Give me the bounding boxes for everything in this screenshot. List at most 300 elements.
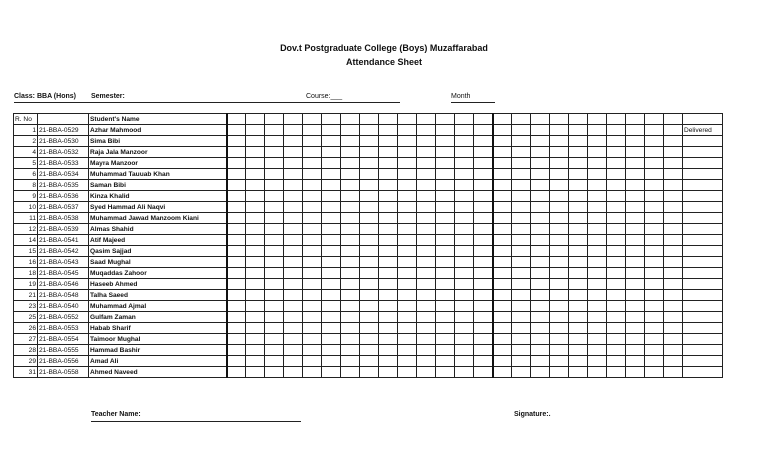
attendance-cell[interactable] xyxy=(531,147,550,158)
attendance-cell[interactable] xyxy=(227,367,246,378)
attendance-cell[interactable] xyxy=(379,224,398,235)
attendance-cell[interactable] xyxy=(569,125,588,136)
attendance-cell[interactable] xyxy=(493,180,512,191)
attendance-cell[interactable] xyxy=(550,246,569,257)
attendance-cell[interactable] xyxy=(512,290,531,301)
attendance-cell[interactable] xyxy=(341,323,360,334)
attendance-cell[interactable] xyxy=(322,334,341,345)
attendance-cell[interactable] xyxy=(265,180,284,191)
attendance-cell[interactable] xyxy=(284,279,303,290)
attendance-cell[interactable] xyxy=(455,136,474,147)
attendance-cell[interactable] xyxy=(455,334,474,345)
attendance-cell[interactable] xyxy=(265,323,284,334)
attendance-cell[interactable] xyxy=(265,356,284,367)
attendance-cell[interactable] xyxy=(531,125,550,136)
attendance-cell[interactable] xyxy=(265,202,284,213)
attendance-cell[interactable] xyxy=(436,191,455,202)
attendance-cell[interactable] xyxy=(474,301,493,312)
attendance-cell[interactable] xyxy=(645,279,664,290)
attendance-cell[interactable] xyxy=(303,367,322,378)
attendance-cell[interactable] xyxy=(626,246,645,257)
attendance-cell[interactable] xyxy=(265,213,284,224)
attendance-cell[interactable] xyxy=(227,257,246,268)
attendance-cell[interactable] xyxy=(512,257,531,268)
attendance-cell[interactable] xyxy=(607,290,626,301)
attendance-cell[interactable] xyxy=(417,136,436,147)
attendance-cell[interactable] xyxy=(341,356,360,367)
attendance-cell[interactable] xyxy=(379,301,398,312)
attendance-cell[interactable] xyxy=(664,246,683,257)
attendance-cell[interactable] xyxy=(474,147,493,158)
attendance-cell[interactable] xyxy=(436,367,455,378)
attendance-cell[interactable] xyxy=(531,323,550,334)
attendance-cell[interactable] xyxy=(436,224,455,235)
attendance-cell[interactable] xyxy=(664,158,683,169)
attendance-cell[interactable] xyxy=(284,191,303,202)
attendance-cell[interactable] xyxy=(341,191,360,202)
attendance-cell[interactable] xyxy=(664,235,683,246)
attendance-cell[interactable] xyxy=(550,125,569,136)
attendance-cell[interactable] xyxy=(531,334,550,345)
attendance-cell[interactable] xyxy=(550,367,569,378)
attendance-cell[interactable] xyxy=(664,180,683,191)
attendance-cell[interactable] xyxy=(227,169,246,180)
attendance-cell[interactable] xyxy=(512,268,531,279)
attendance-cell[interactable] xyxy=(588,169,607,180)
attendance-cell[interactable] xyxy=(474,257,493,268)
attendance-cell[interactable] xyxy=(303,290,322,301)
attendance-cell[interactable] xyxy=(303,191,322,202)
attendance-cell[interactable] xyxy=(550,356,569,367)
attendance-cell[interactable] xyxy=(455,257,474,268)
attendance-cell[interactable] xyxy=(436,246,455,257)
attendance-cell[interactable] xyxy=(645,246,664,257)
attendance-cell[interactable] xyxy=(360,367,379,378)
attendance-cell[interactable] xyxy=(398,246,417,257)
attendance-cell[interactable] xyxy=(246,312,265,323)
attendance-cell[interactable] xyxy=(246,301,265,312)
attendance-cell[interactable] xyxy=(246,345,265,356)
attendance-cell[interactable] xyxy=(284,312,303,323)
attendance-cell[interactable] xyxy=(360,224,379,235)
attendance-cell[interactable] xyxy=(512,235,531,246)
attendance-cell[interactable] xyxy=(550,235,569,246)
attendance-cell[interactable] xyxy=(550,169,569,180)
attendance-cell[interactable] xyxy=(493,334,512,345)
attendance-cell[interactable] xyxy=(341,301,360,312)
attendance-cell[interactable] xyxy=(246,246,265,257)
attendance-cell[interactable] xyxy=(493,202,512,213)
attendance-cell[interactable] xyxy=(493,191,512,202)
attendance-cell[interactable] xyxy=(322,367,341,378)
attendance-cell[interactable] xyxy=(303,268,322,279)
attendance-cell[interactable] xyxy=(531,290,550,301)
attendance-cell[interactable] xyxy=(607,136,626,147)
attendance-cell[interactable] xyxy=(607,312,626,323)
attendance-cell[interactable] xyxy=(531,136,550,147)
attendance-cell[interactable] xyxy=(645,136,664,147)
attendance-cell[interactable] xyxy=(512,191,531,202)
attendance-cell[interactable] xyxy=(436,136,455,147)
attendance-cell[interactable] xyxy=(379,279,398,290)
attendance-cell[interactable] xyxy=(303,125,322,136)
attendance-cell[interactable] xyxy=(322,257,341,268)
attendance-cell[interactable] xyxy=(417,246,436,257)
attendance-cell[interactable] xyxy=(550,191,569,202)
attendance-cell[interactable] xyxy=(455,125,474,136)
attendance-cell[interactable] xyxy=(664,136,683,147)
attendance-cell[interactable] xyxy=(626,202,645,213)
attendance-cell[interactable] xyxy=(436,180,455,191)
attendance-cell[interactable] xyxy=(550,323,569,334)
attendance-cell[interactable] xyxy=(550,213,569,224)
attendance-cell[interactable] xyxy=(474,158,493,169)
attendance-cell[interactable] xyxy=(417,213,436,224)
attendance-cell[interactable] xyxy=(436,323,455,334)
attendance-cell[interactable] xyxy=(588,290,607,301)
attendance-cell[interactable] xyxy=(398,257,417,268)
attendance-cell[interactable] xyxy=(531,235,550,246)
attendance-cell[interactable] xyxy=(284,169,303,180)
attendance-cell[interactable] xyxy=(474,356,493,367)
attendance-cell[interactable] xyxy=(550,290,569,301)
attendance-cell[interactable] xyxy=(341,180,360,191)
attendance-cell[interactable] xyxy=(303,334,322,345)
attendance-cell[interactable] xyxy=(284,367,303,378)
attendance-cell[interactable] xyxy=(588,334,607,345)
attendance-cell[interactable] xyxy=(284,235,303,246)
attendance-cell[interactable] xyxy=(626,323,645,334)
attendance-cell[interactable] xyxy=(512,147,531,158)
attendance-cell[interactable] xyxy=(246,367,265,378)
attendance-cell[interactable] xyxy=(569,246,588,257)
attendance-cell[interactable] xyxy=(493,246,512,257)
attendance-cell[interactable] xyxy=(246,235,265,246)
attendance-cell[interactable] xyxy=(398,125,417,136)
attendance-cell[interactable] xyxy=(569,202,588,213)
attendance-cell[interactable] xyxy=(379,158,398,169)
attendance-cell[interactable] xyxy=(569,323,588,334)
attendance-cell[interactable] xyxy=(284,345,303,356)
attendance-cell[interactable] xyxy=(436,125,455,136)
attendance-cell[interactable] xyxy=(664,147,683,158)
attendance-cell[interactable] xyxy=(303,257,322,268)
attendance-cell[interactable] xyxy=(645,147,664,158)
attendance-cell[interactable] xyxy=(341,125,360,136)
attendance-cell[interactable] xyxy=(645,158,664,169)
attendance-cell[interactable] xyxy=(607,257,626,268)
attendance-cell[interactable] xyxy=(588,224,607,235)
attendance-cell[interactable] xyxy=(455,147,474,158)
attendance-cell[interactable] xyxy=(531,356,550,367)
attendance-cell[interactable] xyxy=(360,213,379,224)
attendance-cell[interactable] xyxy=(626,312,645,323)
attendance-cell[interactable] xyxy=(474,367,493,378)
attendance-cell[interactable] xyxy=(645,224,664,235)
attendance-cell[interactable] xyxy=(550,136,569,147)
attendance-cell[interactable] xyxy=(626,213,645,224)
attendance-cell[interactable] xyxy=(455,246,474,257)
attendance-cell[interactable] xyxy=(569,367,588,378)
attendance-cell[interactable] xyxy=(417,301,436,312)
attendance-cell[interactable] xyxy=(436,279,455,290)
attendance-cell[interactable] xyxy=(265,279,284,290)
attendance-cell[interactable] xyxy=(227,246,246,257)
attendance-cell[interactable] xyxy=(550,345,569,356)
attendance-cell[interactable] xyxy=(417,169,436,180)
attendance-cell[interactable] xyxy=(588,180,607,191)
attendance-cell[interactable] xyxy=(265,125,284,136)
attendance-cell[interactable] xyxy=(303,158,322,169)
attendance-cell[interactable] xyxy=(607,323,626,334)
attendance-cell[interactable] xyxy=(436,290,455,301)
attendance-cell[interactable] xyxy=(569,147,588,158)
attendance-cell[interactable] xyxy=(455,235,474,246)
attendance-cell[interactable] xyxy=(474,191,493,202)
attendance-cell[interactable] xyxy=(550,301,569,312)
attendance-cell[interactable] xyxy=(246,268,265,279)
attendance-cell[interactable] xyxy=(569,169,588,180)
attendance-cell[interactable] xyxy=(265,158,284,169)
attendance-cell[interactable] xyxy=(626,301,645,312)
attendance-cell[interactable] xyxy=(512,224,531,235)
attendance-cell[interactable] xyxy=(341,257,360,268)
attendance-cell[interactable] xyxy=(246,213,265,224)
attendance-cell[interactable] xyxy=(493,279,512,290)
attendance-cell[interactable] xyxy=(417,125,436,136)
attendance-cell[interactable] xyxy=(512,323,531,334)
attendance-cell[interactable] xyxy=(284,158,303,169)
attendance-cell[interactable] xyxy=(284,268,303,279)
attendance-cell[interactable] xyxy=(417,180,436,191)
attendance-cell[interactable] xyxy=(341,147,360,158)
attendance-cell[interactable] xyxy=(664,290,683,301)
attendance-cell[interactable] xyxy=(303,147,322,158)
attendance-cell[interactable] xyxy=(550,268,569,279)
attendance-cell[interactable] xyxy=(474,290,493,301)
attendance-cell[interactable] xyxy=(455,323,474,334)
attendance-cell[interactable] xyxy=(531,345,550,356)
attendance-cell[interactable] xyxy=(227,290,246,301)
attendance-cell[interactable] xyxy=(398,356,417,367)
attendance-cell[interactable] xyxy=(607,246,626,257)
attendance-cell[interactable] xyxy=(379,323,398,334)
attendance-cell[interactable] xyxy=(360,356,379,367)
attendance-cell[interactable] xyxy=(512,345,531,356)
attendance-cell[interactable] xyxy=(379,202,398,213)
attendance-cell[interactable] xyxy=(303,301,322,312)
attendance-cell[interactable] xyxy=(322,290,341,301)
attendance-cell[interactable] xyxy=(436,213,455,224)
attendance-cell[interactable] xyxy=(417,224,436,235)
attendance-cell[interactable] xyxy=(227,191,246,202)
attendance-cell[interactable] xyxy=(455,268,474,279)
attendance-cell[interactable] xyxy=(379,367,398,378)
attendance-cell[interactable] xyxy=(246,169,265,180)
attendance-cell[interactable] xyxy=(398,224,417,235)
attendance-cell[interactable] xyxy=(265,169,284,180)
attendance-cell[interactable] xyxy=(474,279,493,290)
attendance-cell[interactable] xyxy=(360,169,379,180)
attendance-cell[interactable] xyxy=(512,334,531,345)
attendance-cell[interactable] xyxy=(303,235,322,246)
attendance-cell[interactable] xyxy=(341,334,360,345)
attendance-cell[interactable] xyxy=(531,191,550,202)
attendance-cell[interactable] xyxy=(322,246,341,257)
attendance-cell[interactable] xyxy=(417,235,436,246)
attendance-cell[interactable] xyxy=(607,334,626,345)
attendance-cell[interactable] xyxy=(379,246,398,257)
attendance-cell[interactable] xyxy=(227,125,246,136)
attendance-cell[interactable] xyxy=(512,213,531,224)
attendance-cell[interactable] xyxy=(512,125,531,136)
attendance-cell[interactable] xyxy=(645,334,664,345)
attendance-cell[interactable] xyxy=(626,125,645,136)
attendance-cell[interactable] xyxy=(531,180,550,191)
attendance-cell[interactable] xyxy=(550,334,569,345)
attendance-cell[interactable] xyxy=(493,213,512,224)
attendance-cell[interactable] xyxy=(284,180,303,191)
attendance-cell[interactable] xyxy=(664,268,683,279)
attendance-cell[interactable] xyxy=(588,301,607,312)
attendance-cell[interactable] xyxy=(379,356,398,367)
attendance-cell[interactable] xyxy=(398,268,417,279)
attendance-cell[interactable] xyxy=(493,356,512,367)
attendance-cell[interactable] xyxy=(588,191,607,202)
attendance-cell[interactable] xyxy=(379,180,398,191)
teacher-name-line[interactable] xyxy=(91,421,301,422)
attendance-cell[interactable] xyxy=(588,279,607,290)
attendance-cell[interactable] xyxy=(531,202,550,213)
attendance-cell[interactable] xyxy=(322,147,341,158)
attendance-cell[interactable] xyxy=(569,345,588,356)
attendance-cell[interactable] xyxy=(436,356,455,367)
attendance-cell[interactable] xyxy=(607,356,626,367)
attendance-cell[interactable] xyxy=(284,323,303,334)
attendance-cell[interactable] xyxy=(265,191,284,202)
attendance-cell[interactable] xyxy=(645,268,664,279)
attendance-cell[interactable] xyxy=(246,136,265,147)
attendance-cell[interactable] xyxy=(493,235,512,246)
attendance-cell[interactable] xyxy=(398,136,417,147)
attendance-cell[interactable] xyxy=(493,367,512,378)
attendance-cell[interactable] xyxy=(379,312,398,323)
attendance-cell[interactable] xyxy=(398,334,417,345)
attendance-cell[interactable] xyxy=(550,312,569,323)
attendance-cell[interactable] xyxy=(474,136,493,147)
attendance-cell[interactable] xyxy=(512,301,531,312)
attendance-cell[interactable] xyxy=(436,158,455,169)
attendance-cell[interactable] xyxy=(550,180,569,191)
attendance-cell[interactable] xyxy=(398,312,417,323)
attendance-cell[interactable] xyxy=(284,301,303,312)
attendance-cell[interactable] xyxy=(607,147,626,158)
attendance-cell[interactable] xyxy=(284,136,303,147)
attendance-cell[interactable] xyxy=(664,367,683,378)
attendance-cell[interactable] xyxy=(588,323,607,334)
attendance-cell[interactable] xyxy=(645,312,664,323)
attendance-cell[interactable] xyxy=(265,301,284,312)
attendance-cell[interactable] xyxy=(265,334,284,345)
attendance-cell[interactable] xyxy=(227,180,246,191)
attendance-cell[interactable] xyxy=(322,169,341,180)
attendance-cell[interactable] xyxy=(322,345,341,356)
attendance-cell[interactable] xyxy=(569,356,588,367)
attendance-cell[interactable] xyxy=(227,334,246,345)
attendance-cell[interactable] xyxy=(569,235,588,246)
attendance-cell[interactable] xyxy=(645,180,664,191)
attendance-cell[interactable] xyxy=(569,224,588,235)
attendance-cell[interactable] xyxy=(398,191,417,202)
attendance-cell[interactable] xyxy=(341,213,360,224)
attendance-cell[interactable] xyxy=(474,268,493,279)
attendance-cell[interactable] xyxy=(265,367,284,378)
attendance-cell[interactable] xyxy=(588,202,607,213)
attendance-cell[interactable] xyxy=(417,356,436,367)
attendance-cell[interactable] xyxy=(417,202,436,213)
attendance-cell[interactable] xyxy=(664,323,683,334)
attendance-cell[interactable] xyxy=(265,268,284,279)
attendance-cell[interactable] xyxy=(379,290,398,301)
attendance-cell[interactable] xyxy=(645,257,664,268)
attendance-cell[interactable] xyxy=(474,334,493,345)
attendance-cell[interactable] xyxy=(626,136,645,147)
attendance-cell[interactable] xyxy=(398,180,417,191)
attendance-cell[interactable] xyxy=(341,136,360,147)
attendance-cell[interactable] xyxy=(360,279,379,290)
attendance-cell[interactable] xyxy=(246,356,265,367)
attendance-cell[interactable] xyxy=(531,312,550,323)
attendance-cell[interactable] xyxy=(398,202,417,213)
attendance-cell[interactable] xyxy=(474,345,493,356)
attendance-cell[interactable] xyxy=(436,202,455,213)
attendance-cell[interactable] xyxy=(417,158,436,169)
attendance-cell[interactable] xyxy=(531,257,550,268)
attendance-cell[interactable] xyxy=(417,191,436,202)
attendance-cell[interactable] xyxy=(474,235,493,246)
attendance-cell[interactable] xyxy=(360,235,379,246)
attendance-cell[interactable] xyxy=(265,257,284,268)
attendance-cell[interactable] xyxy=(588,125,607,136)
attendance-cell[interactable] xyxy=(607,202,626,213)
attendance-cell[interactable] xyxy=(227,345,246,356)
attendance-cell[interactable] xyxy=(474,213,493,224)
attendance-cell[interactable] xyxy=(474,224,493,235)
attendance-cell[interactable] xyxy=(569,279,588,290)
attendance-cell[interactable] xyxy=(455,213,474,224)
attendance-cell[interactable] xyxy=(417,290,436,301)
attendance-cell[interactable] xyxy=(227,202,246,213)
attendance-cell[interactable] xyxy=(398,345,417,356)
attendance-cell[interactable] xyxy=(265,235,284,246)
attendance-cell[interactable] xyxy=(455,158,474,169)
attendance-cell[interactable] xyxy=(626,257,645,268)
attendance-cell[interactable] xyxy=(531,169,550,180)
attendance-cell[interactable] xyxy=(664,213,683,224)
attendance-cell[interactable] xyxy=(531,213,550,224)
attendance-cell[interactable] xyxy=(569,268,588,279)
attendance-cell[interactable] xyxy=(493,290,512,301)
attendance-cell[interactable] xyxy=(607,301,626,312)
attendance-cell[interactable] xyxy=(645,235,664,246)
attendance-cell[interactable] xyxy=(360,301,379,312)
attendance-cell[interactable] xyxy=(645,169,664,180)
attendance-cell[interactable] xyxy=(588,213,607,224)
attendance-cell[interactable] xyxy=(664,257,683,268)
attendance-cell[interactable] xyxy=(588,235,607,246)
attendance-cell[interactable] xyxy=(664,169,683,180)
attendance-cell[interactable] xyxy=(474,125,493,136)
